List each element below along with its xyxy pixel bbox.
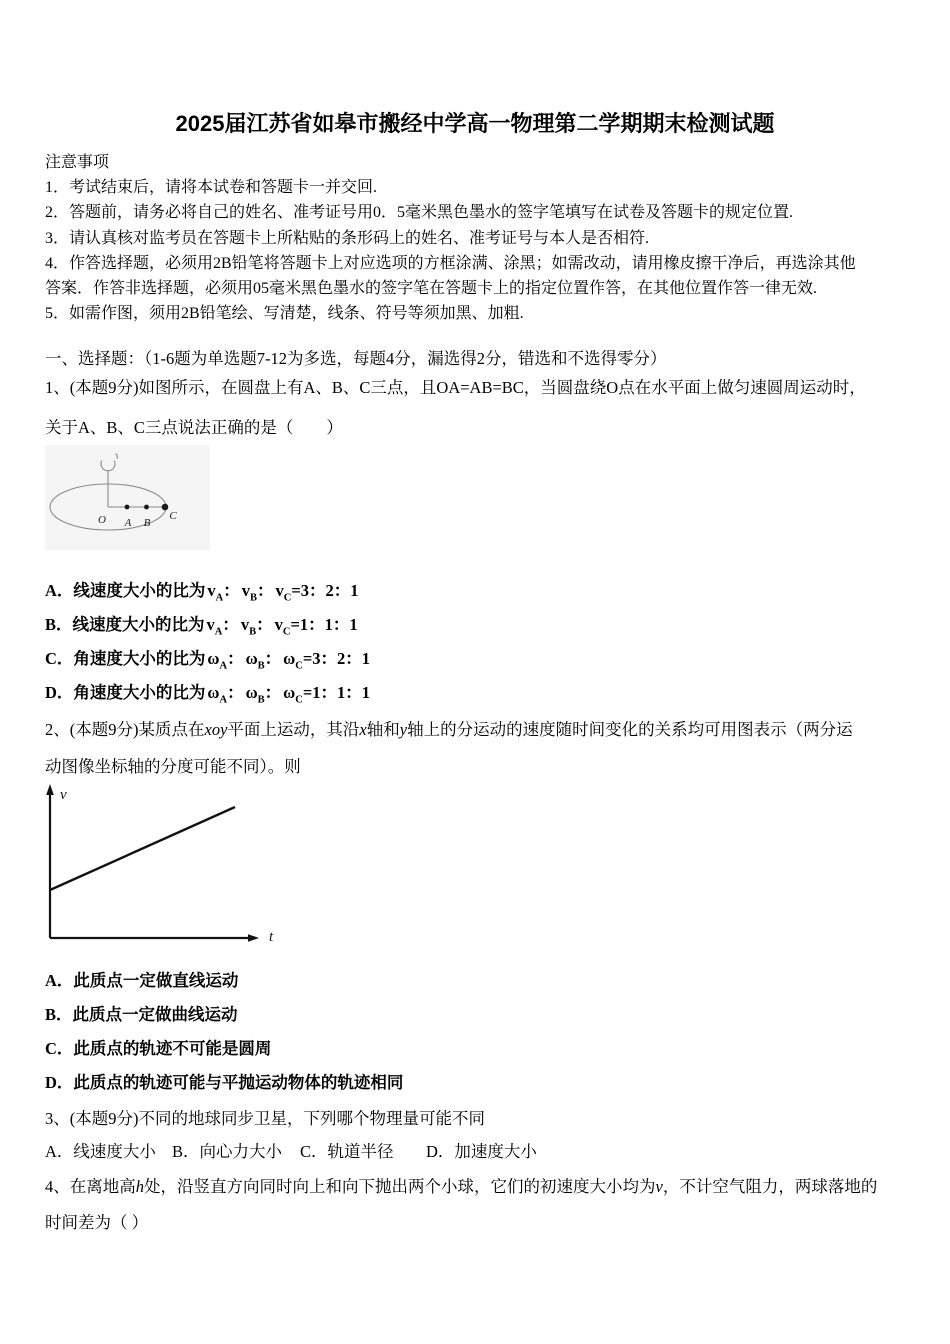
separator: ： [256, 615, 273, 634]
subscript: C [295, 694, 303, 706]
text-segment: 2、(本题9分)某质点在 [45, 720, 205, 739]
option-text: C．角速度大小的比为 [45, 649, 206, 668]
italic-var: xoy [204, 720, 228, 739]
symbol: ω [207, 649, 220, 668]
subscript: B [257, 694, 265, 706]
disk-figure [45, 445, 210, 550]
q3-option-c: C．轨道半径 [300, 1142, 394, 1161]
velocity-line [50, 807, 235, 890]
point-c-dot [162, 504, 169, 511]
italic-var: y [399, 720, 408, 739]
notice-line: 5．如需作图，须用2B铅笔绘、写清楚，线条、符号等须加黑、加粗. [45, 305, 524, 323]
notice-line: 2．答题前，请务必将自己的姓名、准考证号用0．5毫米黑色墨水的签字笔填写在试卷及答题卡的规定位置. [45, 204, 794, 222]
subscript: A [215, 592, 224, 604]
text-segment: 4、在离地高 [45, 1177, 136, 1196]
text-segment: ，不计空气阻力，两球落地的 [662, 1177, 878, 1196]
ratio-text: =1：1：1 [302, 683, 370, 702]
subscript: B [257, 660, 265, 672]
point-b-dot [144, 505, 149, 510]
disk-figure-svg [45, 445, 210, 550]
symbol: ω [245, 649, 258, 668]
q3-options [45, 1139, 705, 1164]
symbol: v [207, 581, 216, 600]
symbol: v [240, 615, 250, 634]
q2-option-b: B．此质点一定做曲线运动 [45, 1005, 238, 1024]
symbol: ω [245, 683, 258, 702]
q1-option-c [45, 642, 370, 676]
notice-line: 答案．作答非选择题，必须用05毫米黑色墨水的签字笔在答题卡上的指定位置作答，在其他位置作答一律无效. [45, 280, 818, 298]
q3-option-d: D．加速度大小 [426, 1142, 537, 1161]
v-axis-label: v [60, 787, 67, 803]
question-3-text: 3、(本题9分)不同的地球同步卫星，下列哪个物理量可能不同 [45, 1109, 485, 1128]
subscript: C [283, 592, 292, 604]
separator: ： [227, 649, 244, 668]
italic-var: x [359, 720, 367, 739]
ratio-text: =3：2：1 [291, 581, 359, 600]
page-title: 2025届江苏省如皋市搬经中学高一物理第二学期期末检测试题 [175, 111, 775, 136]
symbol: v [206, 615, 215, 634]
q1-options [45, 574, 370, 710]
t-axis-label: t [269, 929, 274, 945]
q1-line1: 1、(本题9分)如图所示，在圆盘上有A、B、C三点，且OA=AB=BC，当圆盘绕O点在水平面上做匀速圆周运动时， [45, 378, 866, 397]
v-axis-arrow-icon [46, 784, 54, 795]
subscript: A [214, 626, 223, 638]
label-o: O [98, 514, 106, 526]
notice-line: 4．作答选择题，必须用2B铅笔将答题卡上对应选项的方框涂满、涂黑；如需改动，请用橡皮擦干净后，再选涂其他 [45, 254, 856, 272]
q1-option-d [45, 676, 370, 710]
subscript: A [219, 660, 228, 672]
q1-line2: 关于A、B、C三点说法正确的是（ ） [45, 418, 343, 437]
question-4-text [45, 1169, 925, 1241]
notice-section [45, 150, 913, 326]
symbol: ω [283, 683, 296, 702]
option-text: A．线速度大小的比为 [45, 581, 206, 600]
symbol: v [275, 581, 284, 600]
text-segment: 轴和 [366, 720, 400, 739]
label-c: C [169, 510, 177, 522]
q2-line2: 动图像坐标轴的分度可能不同）。则 [45, 757, 301, 776]
symbol: ω [283, 649, 296, 668]
q2-option-d: D．此质点的轨迹可能与平抛运动物体的轨迹相同 [45, 1073, 404, 1092]
q2-option-a: A．此质点一定做直线运动 [45, 971, 239, 990]
q3-option-a: A．线速度大小 [45, 1142, 156, 1161]
separator: ： [264, 649, 282, 668]
question-2-text [45, 711, 925, 785]
q2-line1 [45, 711, 925, 748]
q1-option-a [45, 574, 370, 608]
point-a-dot [125, 505, 130, 510]
q4-line1 [45, 1169, 925, 1205]
q1-option-b [45, 608, 370, 642]
q2-options [45, 964, 403, 1100]
separator: ： [257, 581, 274, 600]
text-segment: 平面上运动，其沿 [227, 720, 360, 739]
q3-option-b: B．向心力大小 [172, 1142, 283, 1161]
subscript: C [295, 660, 303, 672]
notice-line: 3．请认真核对监考员在答题卡上所粘贴的条形码上的姓名、准考证号与本人是否相符. [45, 229, 650, 247]
italic-var: v [655, 1177, 663, 1196]
subscript: B [249, 626, 257, 638]
option-text: B．线速度大小的比为 [45, 615, 205, 634]
text-segment: 处，沿竖直方向同时向上和向下抛出两个小球，它们的初速度大小均为 [144, 1177, 656, 1196]
symbol: v [274, 615, 283, 634]
question-1-text [45, 368, 925, 448]
q2-option-c: C．此质点的轨迹不可能是圆周 [45, 1039, 272, 1058]
italic-var: h [135, 1177, 144, 1196]
label-a: A [124, 517, 132, 529]
symbol: v [241, 581, 251, 600]
separator: ： [264, 683, 282, 702]
rotation-arrow-tick [116, 454, 118, 460]
separator: ： [223, 581, 240, 600]
notice-line: 1．考试结束后，请将本试卷和答题卡一并交回. [45, 179, 378, 197]
ratio-text: =1：1：1 [290, 615, 358, 634]
subscript: B [250, 592, 258, 604]
separator: ： [227, 683, 244, 702]
subscript: C [282, 626, 291, 638]
text-segment: 轴上的分运动的速度随时间变化的关系均可用图表示（两分运 [407, 720, 853, 739]
section-heading: 一、选择题：（1-6题为单选题7-12为多选，每题4分，漏选得2分，错选和不选得零分） [45, 349, 667, 368]
t-axis-arrow-icon [248, 934, 259, 942]
subscript: A [219, 694, 228, 706]
vt-graph-svg [42, 783, 292, 951]
ratio-text: =3：2：1 [302, 649, 370, 668]
option-text: D．角速度大小的比为 [45, 683, 206, 702]
q4-line2: 时间差为（ ） [45, 1213, 149, 1232]
vt-graph-figure [42, 783, 292, 951]
symbol: ω [207, 683, 220, 702]
separator: ： [222, 615, 239, 634]
label-b: B [143, 517, 151, 529]
rotation-hook-icon [101, 461, 115, 471]
notice-heading: 注意事项 [45, 154, 110, 171]
